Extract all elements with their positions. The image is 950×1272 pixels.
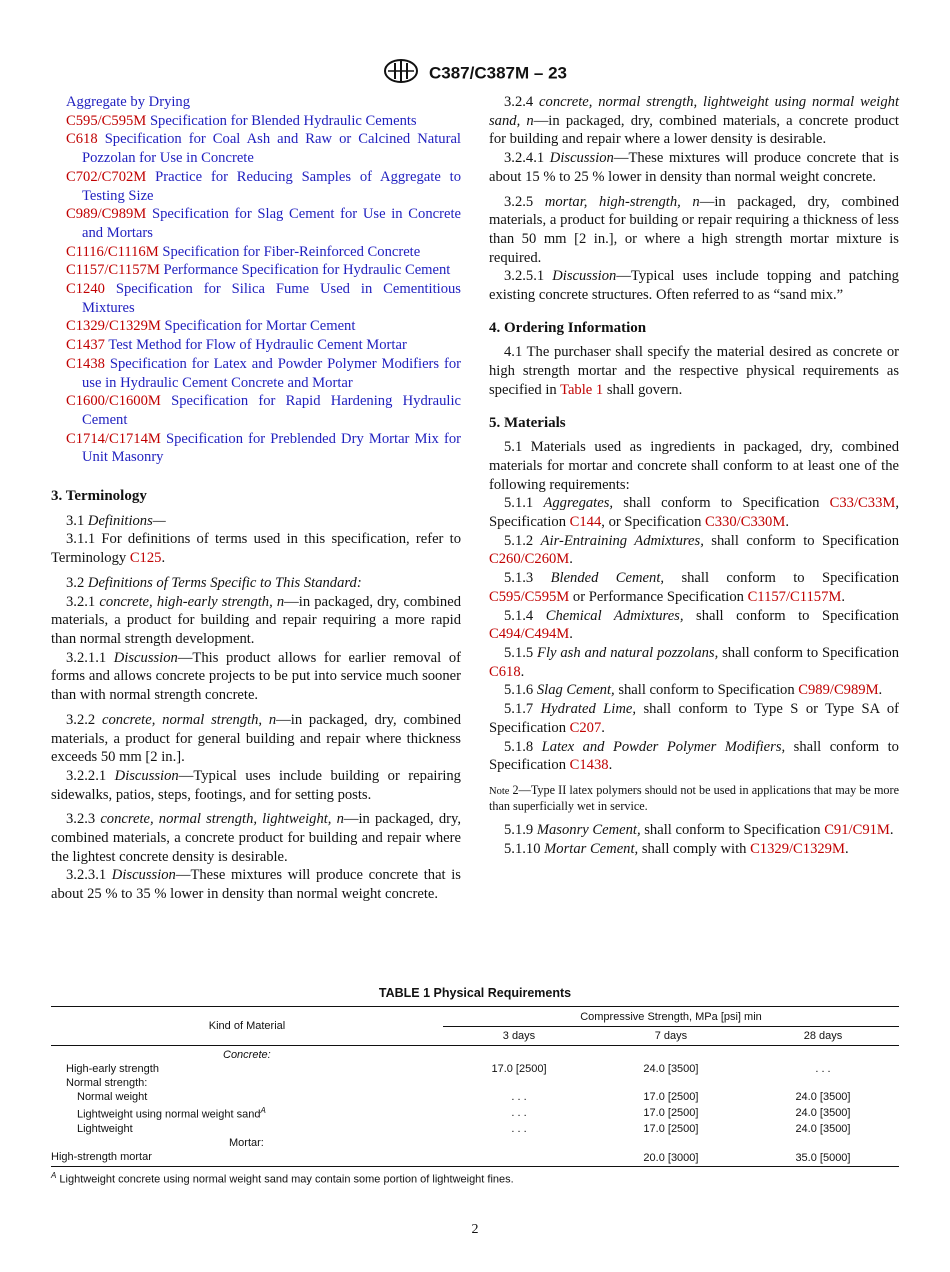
para-5-1-8: 5.1.8 Latex and Powder Polymer Modifiers, shall conform to Specification C1438. [489,738,899,774]
para-5-1-2: 5.1.2 Air-Entraining Admixtures, shall conform to Specification C260/C260M. [489,532,899,568]
col-kind-of-material: Kind of Material [51,1007,443,1046]
link-c1329[interactable]: C1329/C1329M [750,840,845,857]
reference-title-link[interactable]: Specification for Latex and Powder Polymer Modifiers for use in Hydraulic Cement Concrete and Mortar [82,355,461,391]
reference-title-link[interactable]: Specification for Coal Ash and Raw or Calcined Natural Pozzolan for Use in Concrete [82,131,461,167]
para-3-2-4-1: 3.2.4.1 Discussion—These mixtures will produce concrete that is about 15 % to 25 % lower in density than normal weight concrete. [489,150,899,185]
reference-item [51,392,461,429]
reference-item [51,336,461,355]
table-row: High-strength mortar 20.0 [3000] 35.0 [5000] [51,1150,899,1167]
para-4-1: 4.1 The purchaser shall specify the material desired as concrete or high strength mortar and the respective physical requirements as specified in Table 1 shall govern. [489,344,899,398]
reference-item [51,168,461,205]
reference-code-link[interactable]: C1714/C1714M [66,430,161,447]
para-5-1-5: 5.1.5 Fly ash and natural pozzolans, shall conform to Specification C618. [489,644,900,680]
para-3-1: 3.1 Definitions— [66,512,166,529]
para-5-1-9: 5.1.9 Masonry Cement, shall conform to Specification C91/C91M. [504,821,894,838]
reference-code-link[interactable]: C1157/C1157M [66,262,160,279]
reference-code-link[interactable]: C1329/C1329M [66,318,161,335]
para-3-2: 3.2 Definitions of Terms Specific to This Standard: [66,574,362,591]
reference-item [51,280,461,317]
section-3-heading: 3. Terminology [51,488,147,505]
section-4-heading: 4. Ordering Information [489,319,647,336]
link-c33[interactable]: C33/C33M [829,495,896,512]
para-5-1-1: 5.1.1 Aggregates, shall conform to Specification C33/C33M, Specification C144, or Specification C330/C330M. [489,495,899,531]
reference-title-link[interactable]: Specification for Mortar Cement [164,318,356,335]
para-5-1-10: 5.1.10 Mortar Cement, shall comply with C1329/C1329M. [504,840,849,857]
col-7-days: 7 days [595,1027,747,1046]
para-3-2-2-1: 3.2.2.1 Discussion—Typical uses include building or repairing sidewalks, patios, steps, footings, and for setting posts. [51,767,461,803]
link-c207[interactable]: C207 [569,719,602,736]
link-c125[interactable]: C125 [129,550,162,567]
reference-title-link[interactable]: Specification for Rapid Hardening Hydraulic Cement [82,393,461,428]
table-title: TABLE 1 Physical Requirements [378,986,572,1000]
col-28-days: 28 days [747,1027,899,1046]
link-c618[interactable]: C618 [489,663,521,680]
para-3-2-3: 3.2.3 concrete, normal strength, lightweight, n—in packaged, dry, combined materials, a concrete product for building and repair where the lightest concrete density is desirable. [51,811,461,865]
astm-logo-icon [383,58,419,89]
page-number: 2 [471,1222,479,1237]
para-3-2-5-1: 3.2.5.1 Discussion—Typical uses include topping and patching existing concrete structures. Often referred to as “sand mix.” [489,268,899,304]
table-row: Normal weight . . . 17.0 [2500] 24.0 [3500] [77,1091,851,1103]
concrete-label: Concrete: [223,1049,271,1061]
table-row: Normal strength: [66,1077,148,1089]
table-row: Lightweight . . . 17.0 [2500] 24.0 [3500] [77,1122,851,1135]
reference-code-link[interactable]: C1116/C1116M [66,243,159,260]
table-1 [51,986,899,1185]
col-compressive-strength: Compressive Strength, MPa [psi] min [443,1007,899,1027]
reference-code-link[interactable]: C989/C989M [66,206,147,223]
link-c989[interactable]: C989/C989M [798,682,879,699]
para-3-2-2: 3.2.2 concrete, normal strength, n—in packaged, dry, combined materials, a product for general building and repair where thickness exceeds 50 mm [2 in.]. [51,711,461,766]
para-5-1-4: 5.1.4 Chemical Admixtures, shall conform to Specification C494/C494M. [489,607,899,643]
link-table-1[interactable]: Table 1 [560,381,604,398]
reference-item [51,205,461,242]
para-3-2-3-1: 3.2.3.1 Discussion—These mixtures will produce concrete that is about 25 % to 35 % lower in density than normal weight concrete. [51,867,461,903]
standard-designation: C387/C387M – 23 [429,63,567,83]
page-header [0,58,950,89]
link-c260[interactable]: C260/C260M [489,551,570,568]
right-column [489,93,899,858]
link-c91[interactable]: C91/C91M [824,821,890,838]
link-c144[interactable]: C144 [569,514,602,531]
note-2: Note 2—Type II latex polymers should not be used in applications that may be more than superficially wet in service. [489,782,899,814]
reference-code-link[interactable]: C595/C595M [66,112,147,129]
reference-title-link[interactable]: Specification for Preblended Dry Mortar Mix for Unit Masonry [82,430,461,466]
link-c1438[interactable]: C1438 [569,757,609,774]
link-c1157[interactable]: C1157/C1157M [747,588,842,605]
para-5-1: 5.1 Materials used as ingredients in packaged, dry, combined materials for mortar and concrete shall conform to at least one of the following requirements: [489,439,899,493]
mortar-label: Mortar: [229,1136,264,1149]
table-row: High-early strength 17.0 [2500] 24.0 [3500] . . . [66,1063,831,1075]
reference-code-link[interactable]: C618 [66,131,98,148]
table-footnote: $^A$ Lightweight concrete using normal weight sand may contain some portion of lightweight fines. [51,1170,514,1186]
para-3-2-5: 3.2.5 mortar, high-strength, n—in packaged, dry, combined materials, a product for building or repair requiring a thickness of less than 50 mm [2 in.], or where a high strength mortar mixture is required. [489,193,900,266]
reference-title-link[interactable]: Specification for Fiber-Reinforced Concrete [162,243,421,260]
reference-item [51,243,461,262]
table-row: Lightweight using normal weight sand$^A$ . . . 17.0 [2500] 24.0 [3500] [77,1106,851,1121]
physical-requirements-table [51,1006,899,1167]
reference-item [51,355,461,392]
para-5-1-7: 5.1.7 Hydrated Lime, shall conform to Type S or Type SA of Specification C207. [489,701,900,736]
reference-code-link[interactable]: C1437 [66,337,105,354]
reference-code-link[interactable]: C1600/C1600M [66,393,161,410]
section-5-heading: 5. Materials [489,414,566,431]
reference-item [51,130,461,167]
reference-title-link[interactable]: Test Method for Flow of Hydraulic Cement Mortar [108,337,407,354]
link-c595[interactable]: C595/C595M [489,588,570,605]
reference-title-link[interactable]: Practice for Reducing Samples of Aggregate to Testing Size [82,168,462,204]
reference-title-link[interactable]: Specification for Slag Cement for Use in Concrete and Mortars [82,206,461,241]
reference-title-link[interactable]: Specification for Blended Hydraulic Cements [149,112,417,129]
reference-title-link[interactable]: Specification for Silica Fume Used in Cementitious Mixtures [82,281,461,316]
reference-code-link[interactable]: C1240 [66,281,105,298]
col-3-days: 3 days [443,1027,595,1046]
link-c330[interactable]: C330/C330M [705,514,786,531]
para-3-1-1: 3.1.1 For definitions of terms used in this specification, refer to Terminology C125. [51,531,461,567]
reference-item [51,261,461,280]
para-3-2-1-1: 3.2.1.1 Discussion—This product allows for earlier removal of forms and allows concrete projects to be put into service much sooner than with normal strength concrete. [51,649,461,704]
reference-item [51,317,461,336]
reference-title-link[interactable]: Aggregate by Drying [66,94,191,110]
reference-list [51,93,461,467]
reference-item [51,93,461,112]
para-5-1-6: 5.1.6 Slag Cement, shall conform to Specification C989/C989M. [504,682,883,699]
reference-item [51,430,461,467]
para-3-2-1: 3.2.1 concrete, high-early strength, n—in packaged, dry, combined materials, a product for building and repair requiring a more rapid than normal strength development. [51,593,462,647]
para-5-1-3: 5.1.3 Blended Cement, shall conform to Specification C595/C595M or Performance Specification C1157/C1157M. [489,570,899,605]
link-c494[interactable]: C494/C494M [489,626,570,643]
para-3-2-4: 3.2.4 concrete, normal strength, lightweight using normal weight sand, n—in packaged, dry, combined materials, a concrete product for building and repair where a lower density is desirable. [489,94,899,148]
reference-item [51,112,461,131]
left-column [51,93,461,904]
reference-code-link[interactable]: C702/C702M [66,168,147,185]
reference-title-link[interactable]: Performance Specification for Hydraulic Cement [163,262,451,279]
reference-code-link[interactable]: C1438 [66,355,105,372]
